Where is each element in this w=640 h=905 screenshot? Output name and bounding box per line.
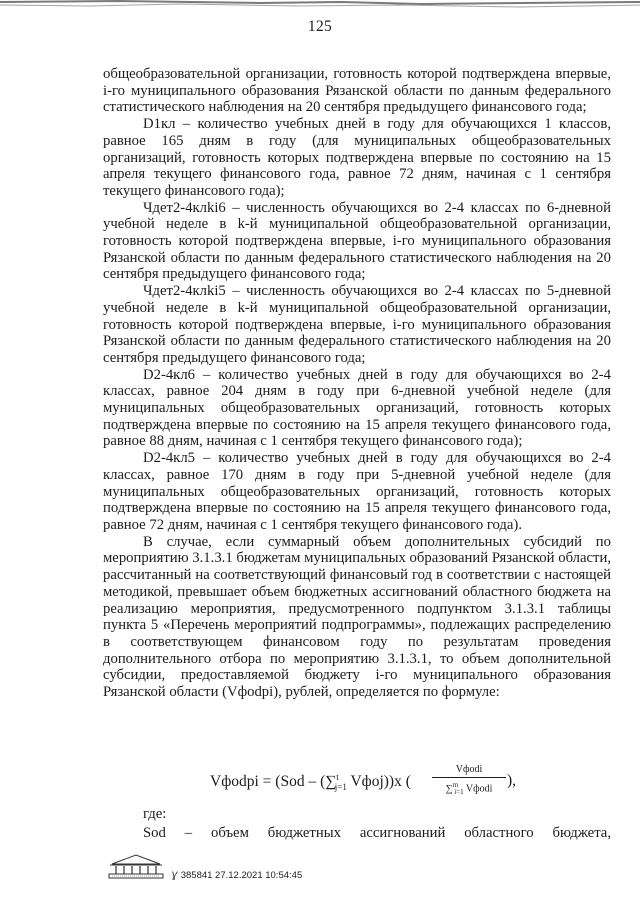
definition-d2-4kl6: D2-4кл6 – количество учебных дней в году для обучающихся во 2-4 классах, равное 204 дням в году при 6-дневной учебной неделе (для муниципальных общеобразовательных организаций, готовность которых подтверждена впервые по состоянию на 15 апреля текущего финансового года, равное 88 дням, начиная с 1 сентября текущего финансового года);	[103, 366, 611, 450]
formula-close: ),	[507, 772, 517, 789]
definition-chdet-6day: Чдет2-4клki6 – численность обучающихся во 2-4 классах по 6-дневной учебной неделе в k-й муниципальной общеобразовательной организации, готовность которой подтверждена впервые, i-го муниципального образования Рязанской области по данным федерального статистического наблюдения на 20 сентября предыдущего финансового года;	[103, 199, 611, 283]
sod-definition: Sod – объем бюджетных ассигнований областного бюджета,	[143, 825, 611, 841]
formula-main: Vфodpi = (Sod – (∑$^t_{j=1}$ Vфoj))x (	[210, 772, 411, 793]
document-stamp-id	[172, 870, 302, 881]
paragraph-additional-subsidy: В случае, если суммарный объем дополнительных субсидий по мероприятию 3.1.3.1 бюджетам муниципальных образований Рязанской области, рассчитанный на соответствующий финансовый год в соответствии с настоящей методикой, превышает объем бюджетных ассигнований областного бюджета на реализацию мероприятия, предусмотренного подпунктом 3.1.3.1 таблицы пункта 5 «Перечень мероприятий подпрограммы», подлежащих распределению в соответствующем финансовом году по результатам проведения дополнительного отбора по мероприятию 3.1.3.1, то объем дополнительной субсидии, предоставляемой бюджету i-го муниципального образования Рязанской области (Vфodpi), рублей, определяется по формуле:	[103, 533, 611, 701]
definition-chdet-5day: Чдет2-4клki5 – численность обучающихся во 2-4 классах по 5-дневной учебной неделе в k-й муниципальной общеобразовательной организации, готовность которой подтверждена впервые, i-го муниципального образования Рязанской области по данным федерального статистического наблюдения на 20 сентября предыдущего финансового года;	[103, 283, 611, 366]
scan-edge	[0, 0, 640, 10]
where-label: где:	[143, 806, 167, 822]
government-building-stamp-icon	[106, 852, 166, 880]
body-text	[103, 66, 611, 701]
fraction-denominator: ∑$^m_{i=1}$ Vфodi	[445, 781, 493, 797]
formula-fraction	[432, 764, 506, 798]
stamp-id-text: 385841 27.12.2021 10:54:45	[180, 870, 303, 881]
page-number: 125	[307, 18, 333, 35]
definition-d2-4kl5: D2-4кл5 – количество учебных дней в году для обучающихся во 2-4 классах, равное 170 дням в году при 5-дневной учебной неделе (для муниципальных общеобразовательных организаций, готовность которых подтверждена впервые по состоянию на 15 апреля текущего финансового года, равное 72 дням, начиная с 1 сентября текущего финансового года).	[103, 450, 611, 533]
fraction-numerator: Vфodi	[432, 764, 506, 778]
definition-d1kl: D1кл – количество учебных дней в году для обучающихся 1 классов, равное 165 дням в году (для муниципальных общеобразовательных организаций, готовность которых подтверждена впервые по состоянию на 15 апреля текущего финансового года, равное 72 дням, начиная с 1 сентября текущего финансового года);	[103, 116, 611, 199]
paragraph-continuation: общеобразовательной организации, готовность которой подтверждена впервые, i-го муниципального образования Рязанской области по данным федерального статистического наблюдения на 20 сентября предыдущего финансового года;	[103, 66, 611, 116]
stamp-mark: Ɣ	[172, 870, 177, 881]
subsidy-formula	[210, 764, 517, 800]
